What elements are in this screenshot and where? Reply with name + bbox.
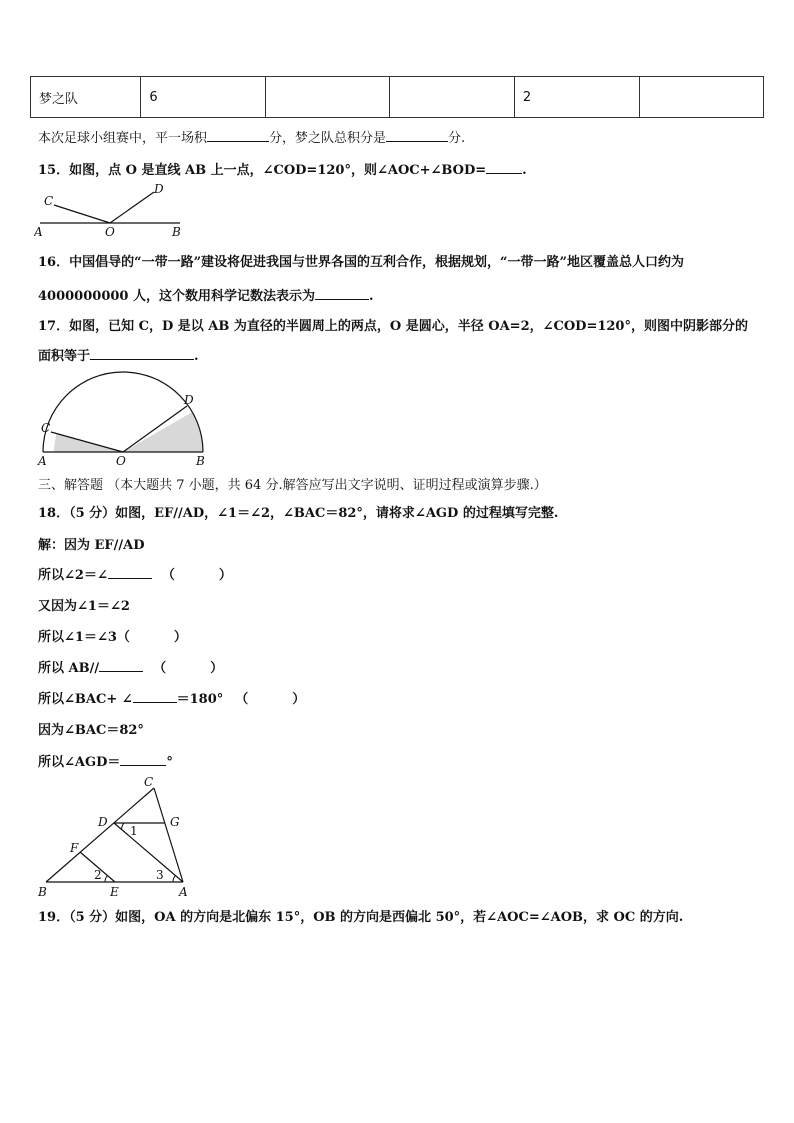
q16-end: . [368,289,374,304]
angle-mark-1 [122,823,124,830]
point-label-b: B [196,454,205,466]
point-label-c: C [41,421,51,435]
q14-text-3: 分. [448,131,466,146]
q14-text-1: 本次足球小组赛中，平一场积 [38,131,208,146]
q15-text: 15．如图，点 O 是直线 AB 上一点，∠COD=120°，则∠AOC+∠BOD= [38,163,487,178]
point-label-d: D [184,393,194,407]
q15-question [38,159,527,178]
reason-paren-open: （ [161,568,175,583]
q18-step-6 [38,688,305,707]
reason-paren-close: ） [218,568,232,583]
point-label-a: A [38,454,47,466]
q19-question: 19．（5 分）如图，OA 的方向是北偏东 15°，OB 的方向是西偏北 50°，若∠AOC=∠AOB，求 OC 的方向. [38,910,684,925]
degree-sign: ° [166,755,173,770]
point-label-f: F [70,841,79,855]
answer-blank[interactable] [108,566,152,579]
q16-text-2: 4000000000 人，这个数用科学记数法表示为 [38,289,315,304]
q18-step-5-text: 所以 AB// [38,661,100,676]
q15-end: . [522,163,527,178]
point-label-d: D [154,182,164,196]
point-label-a: A [179,885,188,899]
q17-end: . [194,349,199,364]
q18-step-5 [38,657,223,676]
q18-triangle-figure [36,772,196,900]
answer-blank[interactable] [120,753,166,766]
answer-blank[interactable] [99,659,143,672]
reason-paren-close: ） [173,630,187,645]
answer-blank[interactable] [486,161,522,174]
q14-summary-line [38,127,465,146]
answer-blank[interactable] [207,129,269,142]
q16-question-line2 [38,285,374,304]
q18-step-6-value: ＝180° [176,692,224,707]
q16-text-1: 16．中国倡导的“一带一路”建设将促进我国与世界各国的互利合作，根据规划，“一带一路”地区覆盖总人口约为 [38,255,685,270]
score-table [30,76,764,118]
q15-angle-figure [34,180,194,240]
q16-question-line1 [38,251,684,270]
reason-paren-open: （ [153,661,167,676]
point-label-e: E [110,885,119,899]
answer-blank[interactable] [386,129,448,142]
q18-step-2 [38,564,232,583]
reason-paren-close: ） [210,661,224,676]
reason-paren-close: ） [292,692,306,707]
point-label-o: O [116,454,126,466]
segment-ad [114,823,183,882]
table-cell [639,77,763,118]
table-cell [390,77,514,118]
point-label-a: A [34,225,43,239]
q17-question-line1 [38,315,748,334]
q18-step-2-text: 所以∠2＝∠ [38,568,108,583]
shaded-region-right [123,412,203,452]
q17-semicircle-figure [34,370,224,466]
point-label-b: B [172,225,181,239]
angle-mark-2 [105,876,107,883]
table-cell [266,77,390,118]
table-cell: 梦之队 [31,77,141,118]
section-3-heading: 三、解答题 （本大题共 7 小题，共 64 分.解答应写出文字说明、证明过程或演算步骤.） [38,478,547,493]
angle-label-2: 2 [94,868,102,882]
angle-label-1: 1 [130,824,138,838]
table-row [31,77,764,118]
point-label-g: G [170,815,180,829]
q18-step-6-text: 所以∠BAC+ ∠ [38,692,133,707]
ray-oc [54,205,110,223]
q18-step-7: 因为∠BAC＝82° [38,723,144,738]
table-cell: 6 [141,77,266,118]
q17-text-1: 17．如图，已知 C，D 是以 AB 为直径的半圆周上的两点，O 是圆心，半径 OA=2，∠COD=120°，则图中阴影部分的 [38,319,748,334]
point-label-o: O [105,225,115,239]
q18-step-8-text: 所以∠AGD＝ [38,755,121,770]
ray-od [110,192,154,223]
point-label-d: D [98,815,108,829]
q18-step-8 [38,751,173,770]
q17-question-line2 [38,345,199,364]
q18-step-4-text: 所以∠1＝∠3（ [38,630,130,645]
reason-paren-open: （ [235,692,249,707]
table-cell: 2 [514,77,639,118]
point-label-b: B [38,885,47,899]
angle-label-3: 3 [156,868,164,882]
q14-text-2: 分，梦之队总积分是 [269,131,387,146]
answer-blank[interactable] [315,287,369,300]
answer-blank[interactable] [133,690,177,703]
q18-step-4 [38,626,187,645]
point-label-c: C [144,775,154,789]
q18-step-1: 解：因为 EF//AD [38,538,145,553]
point-label-c: C [44,194,54,208]
q17-text-2: 面积等于 [38,349,91,364]
angle-mark-3 [173,876,175,883]
answer-blank[interactable] [90,347,194,360]
q18-step-3: 又因为∠1＝∠2 [38,599,130,614]
q18-title: 18．（5 分）如图，EF//AD，∠1＝∠2，∠BAC＝82°，请将求∠AGD 的过程填写完整. [38,506,559,521]
